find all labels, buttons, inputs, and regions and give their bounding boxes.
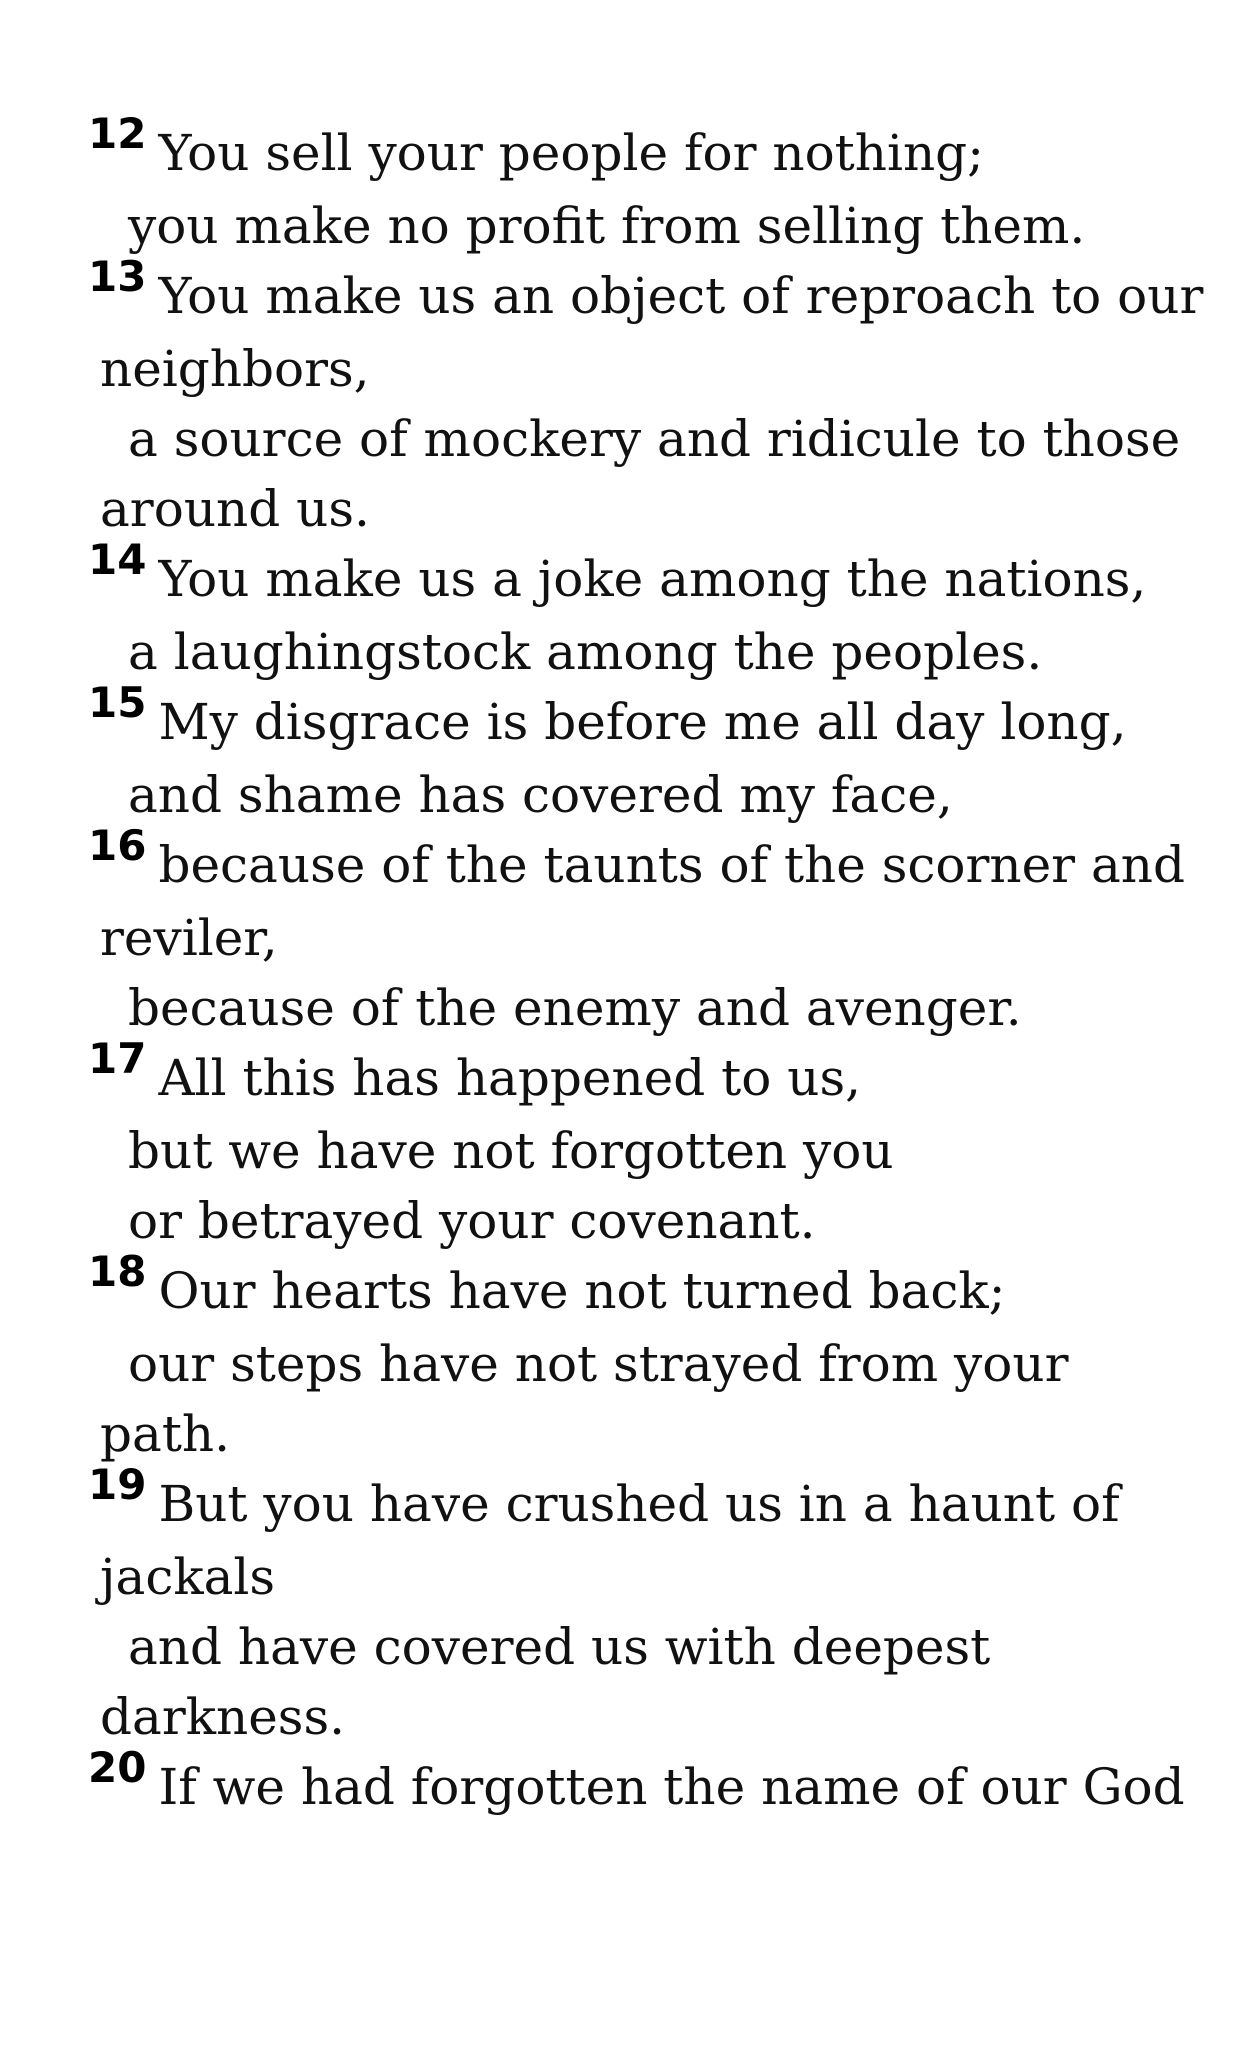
verse-line: You sell your people for nothing;	[158, 124, 985, 182]
verse-line: My disgrace is before me all day long,	[158, 693, 1127, 751]
verse-line: a source of mockery and ridicule to those	[128, 410, 1181, 468]
verse-first-line	[88, 821, 1198, 903]
verse-line: neighbors,	[100, 340, 370, 398]
verse-number: 12	[88, 109, 147, 158]
verse-line: a laughingstock among the peoples.	[128, 623, 1043, 681]
verse-number: 13	[88, 252, 147, 301]
verse-line: and have covered us with deepest	[128, 1618, 991, 1676]
verse-first-line	[88, 1460, 1198, 1542]
verse-number: 16	[88, 821, 147, 870]
verse-14	[88, 535, 1198, 687]
verse-line: darkness.	[100, 1688, 346, 1746]
verse-first-line	[88, 1034, 1198, 1116]
verse-line: but we have not forgotten you	[128, 1122, 894, 1180]
verse-number: 20	[88, 1743, 147, 1792]
verse-first-line	[88, 678, 1198, 760]
verse-line: All this has happened to us,	[158, 1049, 861, 1107]
verse-line: jackals	[100, 1548, 276, 1606]
verse-line: because of the taunts of the scorner and	[158, 836, 1185, 894]
verse-18	[88, 1247, 1198, 1469]
verse-line: because of the enemy and avenger.	[128, 979, 1022, 1037]
verse-first-line	[88, 252, 1204, 334]
verse-line: Our hearts have not turned back;	[158, 1262, 1006, 1320]
verse-line: and shame has covered my face,	[128, 766, 953, 824]
verse-line: But you have crushed us in a haunt of	[158, 1475, 1120, 1533]
verse-15	[88, 678, 1198, 830]
verse-number: 19	[88, 1460, 147, 1509]
verse-first-line	[88, 535, 1198, 617]
verse-line: You make us an object of reproach to our	[158, 267, 1204, 325]
verse-number: 15	[88, 678, 147, 727]
verse-line: path.	[100, 1405, 231, 1463]
verse-first-line	[88, 1247, 1198, 1329]
verse-line: You make us a joke among the nations,	[158, 550, 1147, 608]
verse-20	[88, 1743, 1198, 1825]
verse-number: 17	[88, 1034, 147, 1083]
scripture-text	[88, 109, 1204, 1825]
verse-first-line	[88, 109, 1198, 191]
verse-line: or betrayed your covenant.	[128, 1192, 816, 1250]
verse-line: reviler,	[100, 909, 278, 967]
verse-line: around us.	[100, 480, 370, 538]
verse-19	[88, 1460, 1198, 1752]
verse-13	[88, 252, 1204, 544]
verse-number: 18	[88, 1247, 147, 1296]
verse-line: you make no profit from selling them.	[128, 197, 1086, 255]
verse-16	[88, 821, 1198, 1043]
verse-line: our steps have not strayed from your	[128, 1335, 1069, 1393]
verse-first-line	[88, 1743, 1198, 1825]
verse-12	[88, 109, 1198, 261]
verse-17	[88, 1034, 1198, 1256]
verse-line: If we had forgotten the name of our God	[158, 1758, 1185, 1816]
verse-number: 14	[88, 535, 147, 584]
